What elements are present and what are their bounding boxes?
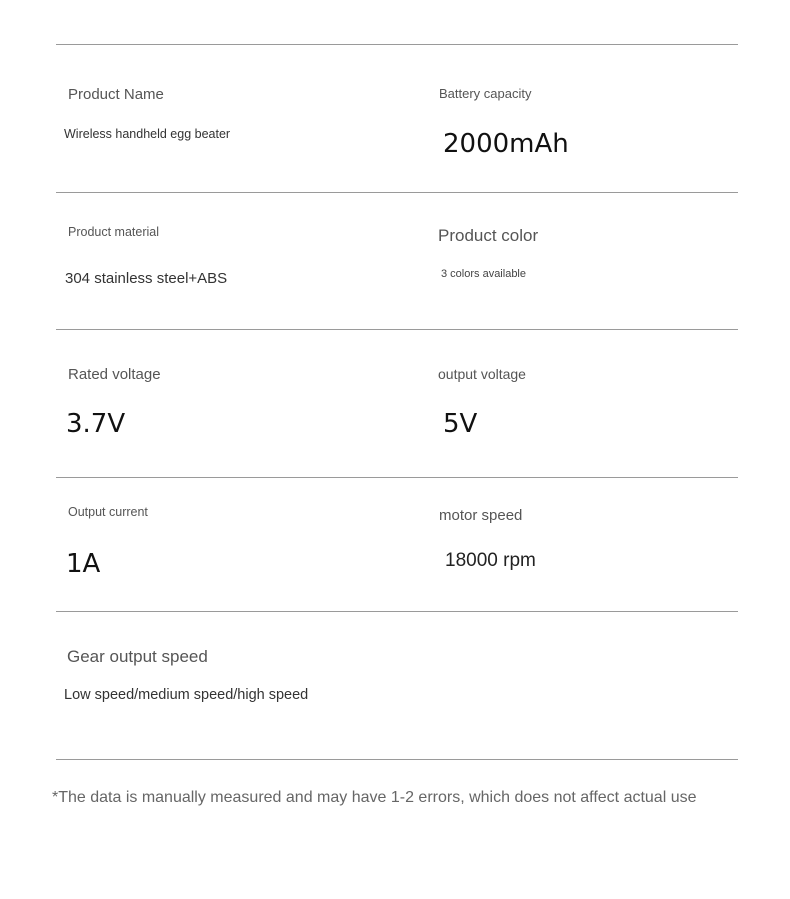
spec-value-output-current: 1A (66, 549, 101, 579)
spec-value-gear-output-speed: Low speed/medium speed/high speed (64, 687, 309, 703)
spec-label-motor-speed: motor speed (439, 507, 523, 524)
divider (56, 611, 738, 612)
spec-label-rated-voltage: Rated voltage (68, 366, 161, 383)
divider (56, 477, 738, 478)
spec-value-output-voltage: 5V (443, 409, 478, 439)
spec-value-battery-capacity: 2000mAh (443, 129, 569, 159)
spec-value-product-name: Wireless handheld egg beater (64, 127, 231, 141)
divider (56, 329, 738, 330)
divider (56, 44, 738, 45)
spec-label-battery-capacity: Battery capacity (439, 86, 532, 101)
footnote: *The data is manually measured and may have 1-2 errors, which does not affect actual use (52, 789, 697, 806)
divider (56, 759, 738, 760)
spec-label-product-name: Product Name (68, 86, 164, 103)
spec-value-product-color: 3 colors available (441, 268, 526, 280)
spec-value-product-material: 304 stainless steel+ABS (65, 270, 228, 287)
divider (56, 192, 738, 193)
spec-label-product-color: Product color (438, 226, 539, 245)
spec-value-motor-speed: 18000 rpm (445, 550, 536, 571)
spec-label-gear-output-speed: Gear output speed (67, 647, 208, 666)
spec-value-rated-voltage: 3.7V (66, 409, 126, 439)
spec-label-output-current: Output current (68, 505, 148, 519)
spec-label-output-voltage: output voltage (438, 366, 526, 382)
spec-label-product-material: Product material (68, 225, 160, 239)
